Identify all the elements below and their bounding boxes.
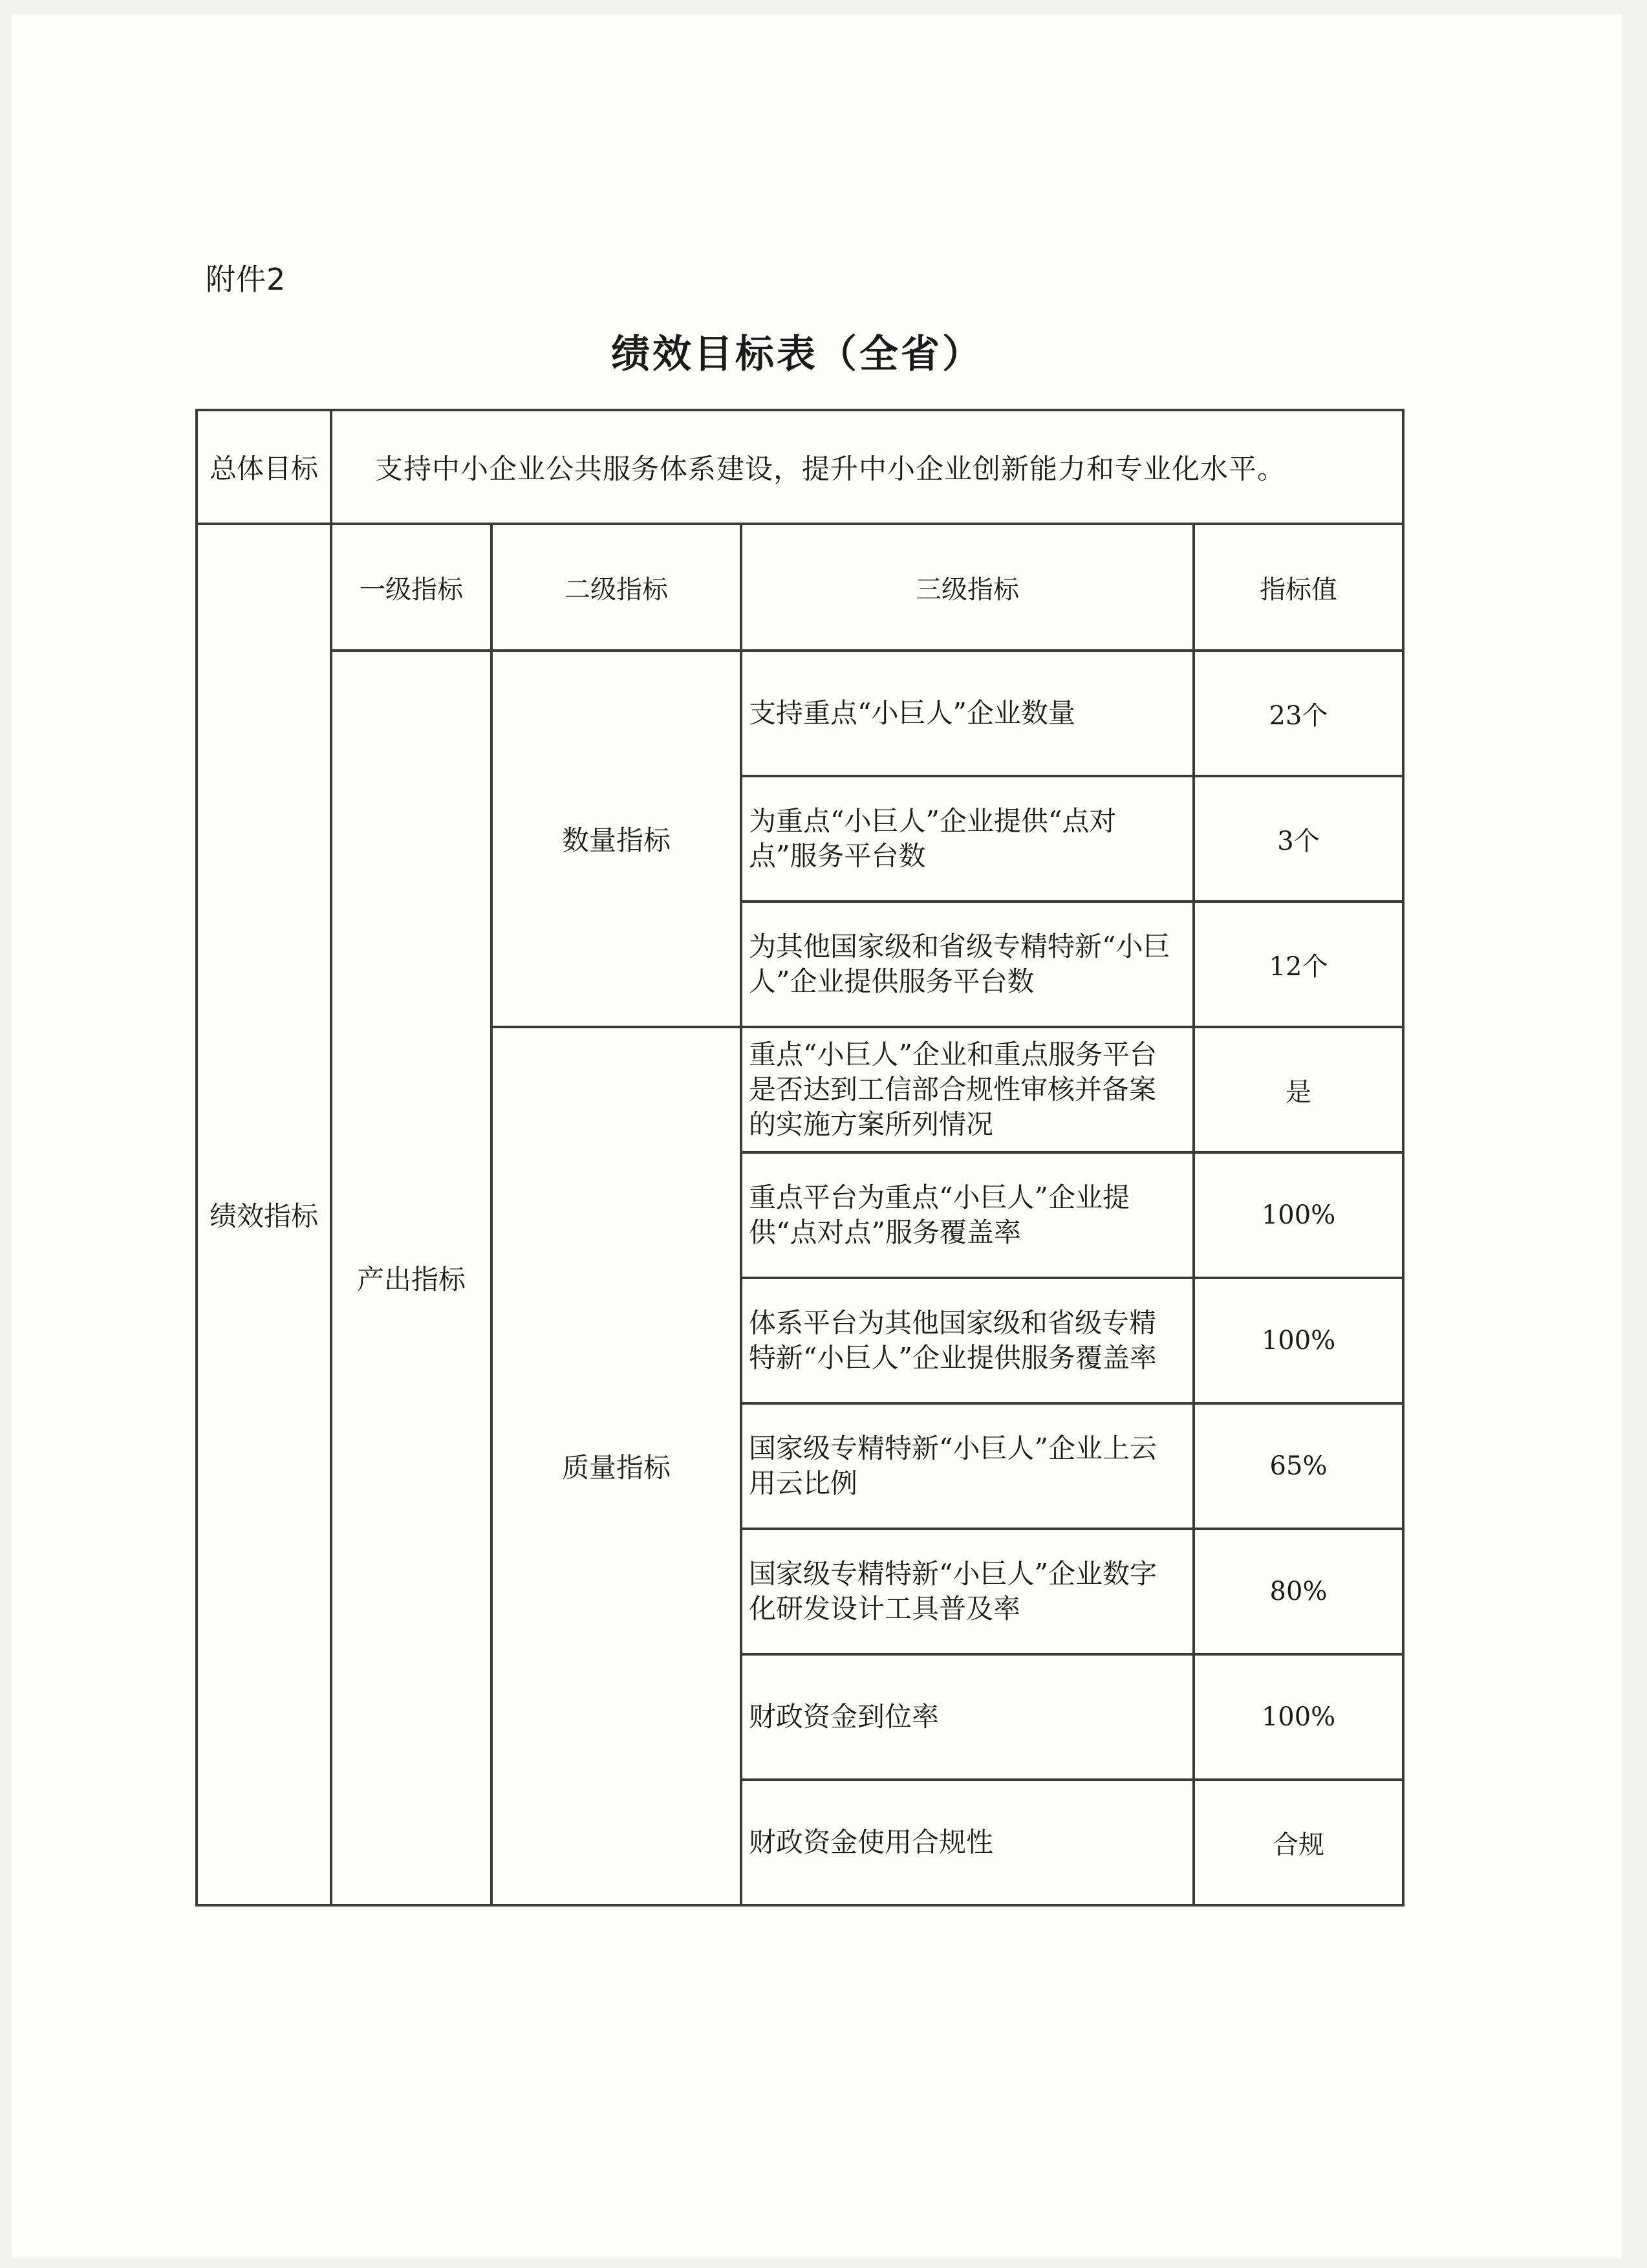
- performance-indicator-label: 绩效指标: [197, 524, 331, 1905]
- level1-output-indicator: 产出指标: [331, 651, 491, 1905]
- level3-indicator: 为其他国家级和省级专精特新“小巨人”企业提供服务平台数: [741, 902, 1194, 1027]
- level2-quality-indicator: 质量指标: [491, 1027, 741, 1905]
- level3-indicator: 体系平台为其他国家级和省级专精特新“小巨人”企业提供服务覆盖率: [741, 1278, 1194, 1403]
- level3-indicator: 财政资金到位率: [741, 1654, 1194, 1780]
- indicator-value: 100%: [1194, 1152, 1403, 1278]
- attachment-label: 附件2: [206, 262, 286, 297]
- header-level1: 一级指标: [331, 524, 491, 651]
- performance-goal-table: [195, 409, 1405, 1906]
- level3-indicator: 重点“小巨人”企业和重点服务平台是否达到工信部合规性审核并备案的实施方案所列情况: [741, 1027, 1194, 1152]
- overall-goal-text: 支持中小企业公共服务体系建设，提升中小企业创新能力和专业化水平。: [331, 410, 1403, 524]
- overall-goal-row: [197, 410, 1403, 524]
- indicator-value: 12个: [1194, 902, 1403, 1027]
- level3-indicator: 国家级专精特新“小巨人”企业上云用云比例: [741, 1403, 1194, 1529]
- level2-quantity-indicator: 数量指标: [491, 651, 741, 1027]
- level3-indicator: 财政资金使用合规性: [741, 1780, 1194, 1905]
- indicator-value: 是: [1194, 1027, 1403, 1152]
- indicator-value: 3个: [1194, 776, 1403, 902]
- table-row: [197, 651, 1403, 776]
- indicator-value: 23个: [1194, 651, 1403, 776]
- level3-indicator: 为重点“小巨人”企业提供“点对点”服务平台数: [741, 776, 1194, 902]
- level3-indicator: 重点平台为重点“小巨人”企业提供“点对点”服务覆盖率: [741, 1152, 1194, 1278]
- indicator-value: 100%: [1194, 1278, 1403, 1403]
- document-page: [12, 14, 1622, 2258]
- level3-indicator: 支持重点“小巨人”企业数量: [741, 651, 1194, 776]
- document-title: 绩效目标表（全省）: [611, 332, 984, 377]
- indicator-value: 合规: [1194, 1780, 1403, 1905]
- header-row: [197, 524, 1403, 651]
- indicator-value: 80%: [1194, 1529, 1403, 1654]
- overall-goal-label: 总体目标: [197, 410, 331, 524]
- indicator-value: 100%: [1194, 1654, 1403, 1780]
- header-level3: 三级指标: [741, 524, 1194, 651]
- level3-indicator: 国家级专精特新“小巨人”企业数字化研发设计工具普及率: [741, 1529, 1194, 1654]
- header-value: 指标值: [1194, 524, 1403, 651]
- header-level2: 二级指标: [491, 524, 741, 651]
- indicator-value: 65%: [1194, 1403, 1403, 1529]
